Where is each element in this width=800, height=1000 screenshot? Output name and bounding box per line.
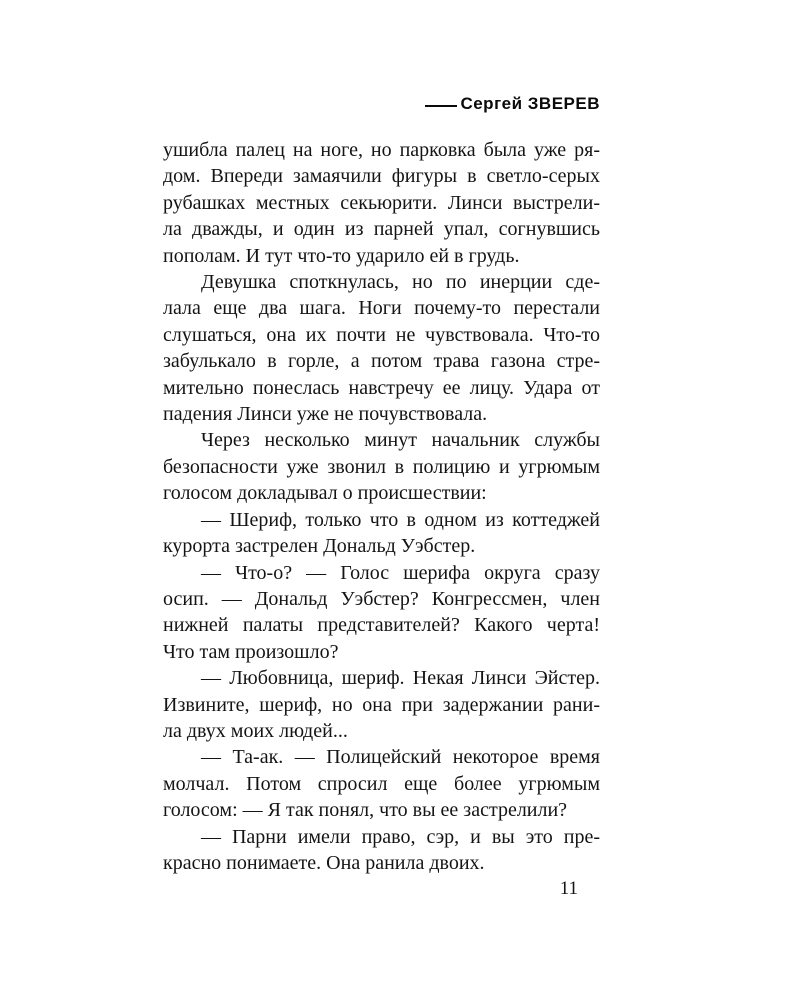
text-line: ла двух моих людей... (163, 719, 348, 742)
text-line: голосом: — Я так понял, что вы ее застрелили? (163, 799, 568, 822)
header-rule (425, 105, 457, 107)
text-line: — Парни имели право, сэр, и вы это пре- (201, 825, 600, 848)
paragraph (163, 427, 600, 506)
page-number: 11 (559, 878, 578, 899)
text-line: падения Линси уже не почувствовала. (163, 403, 488, 426)
paragraph (163, 560, 600, 666)
paragraph (163, 137, 600, 269)
text-line: пополам. И тут что-то ударило ей в грудь. (163, 244, 520, 267)
text-line: молчал. Потом спросил еще более угрюмым (163, 772, 600, 795)
page-text-block (163, 137, 600, 876)
text-line: Что там произошло? (163, 640, 339, 663)
running-header (163, 94, 600, 114)
text-line: безопасности уже звонил в полицию и угрюмым (163, 455, 600, 478)
text-line: — Любовница, шериф. Некая Линси Эйстер. (201, 667, 600, 690)
text-line: мительно понеслась навстречу ее лицу. Удара от (163, 376, 600, 399)
text-line: Девушка споткнулась, но по инерции сде- (201, 271, 600, 294)
text-line: слушаться, она их почти не чувствовала. Что-то (163, 323, 600, 346)
text-line: — Что-о? — Голос шерифа округа сразу (201, 561, 600, 584)
text-line: курорта застрелен Дональд Уэбстер. (163, 535, 476, 558)
text-line: — Та-ак. — Полицейский некоторое время (201, 746, 600, 769)
paragraph (163, 744, 600, 823)
text-line: нижней палаты представителей? Какого черта! (163, 614, 600, 637)
paragraph (163, 507, 600, 560)
paragraph (163, 824, 600, 877)
text-line: ушибла палец на ноге, но парковка была уже ря- (163, 139, 600, 161)
text-line: рубашках местных секьюрити. Линси выстрели- (163, 191, 600, 214)
text-line: красно понимаете. Она ранила двоих. (163, 851, 485, 874)
paragraph (163, 269, 600, 427)
text-line: Извините, шериф, но она при задержании рани- (163, 693, 600, 716)
text-line: лала еще два шага. Ноги почему-то перестали (163, 297, 600, 320)
text-line: голосом докладывал о происшествии: (163, 482, 487, 505)
author-name: Сергей ЗВЕРЕВ (460, 94, 600, 113)
paragraph (163, 665, 600, 744)
text-line: осип. — Дональд Уэбстер? Конгрессмен, член (163, 587, 600, 610)
text-line: дом. Впереди замаячили фигуры в светло-серых (163, 165, 600, 188)
text-line: ла дважды, и один из парней упал, согнувшись (163, 218, 600, 241)
text-line: Через несколько минут начальник службы (201, 429, 600, 452)
text-line: забулькало в горле, а потом трава газона стре- (163, 350, 600, 373)
text-line: — Шериф, только что в одном из коттеджей (201, 508, 600, 531)
